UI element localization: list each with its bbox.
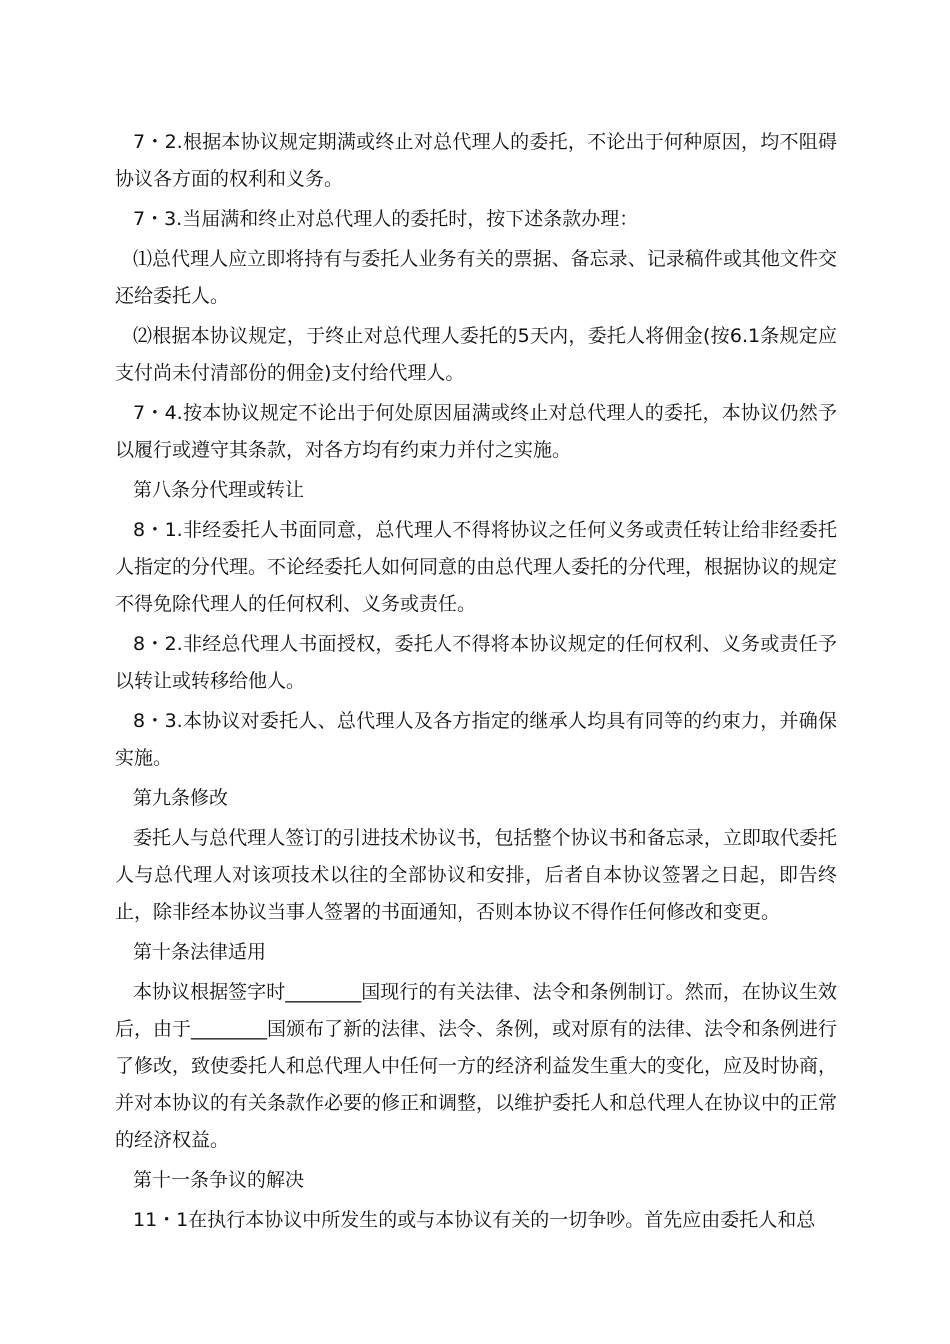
paragraph-7-4: 7・4.按本协议规定不论出于何处原因届满或终止对总代理人的委托，本协议仍然予以履行或遵守其条款，对各方均有约束力并付之实施。 xyxy=(115,402,837,461)
section-heading-article-8: 第八条分代理或转让 xyxy=(133,479,305,501)
section-heading-article-9: 第九条修改 xyxy=(133,787,229,809)
paragraph-8-1: 8・1.非经委托人书面同意，总代理人不得将协议之任何义务或责任转让给非经委托人指定的分代理。不论经委托人如何同意的由总代理人委托的分代理，根据协议的规定不得免除代理人的任何权利、义务或责任。 xyxy=(115,519,838,615)
paragraph-7-3-item-1: ⑴总代理人应立即将持有与委托人业务有关的票据、备忘录、记录稿件或其他文件交还给委托人。 xyxy=(115,248,837,307)
paragraph-7-2: 7・2.根据本协议规定期满或终止对总代理人的委托，不论出于何种原因，均不阻碍协议各方面的权利和义务。 xyxy=(115,131,837,190)
paragraph-8-3: 8・3.本协议对委托人、总代理人及各方指定的继承人均具有同等的约束力，并确保实施。 xyxy=(115,710,837,769)
paragraph-article-10-body: 本协议根据签字时________国现行的有关法律、法令和条例制订。然而，在协议生效后，由于________国颁布了新的法律、法令、条例，或对原有的法律、法令和条例进行了修改，致使委托人和总代理人中任何一方的经济利益发生重大的变化，应及时协商，并对本协议的有关条款作必要的修正和调整，以维护委托人和总代理人在协议中的正常的经济权益。 xyxy=(115,981,838,1151)
section-heading-article-10: 第十条法律适用 xyxy=(133,941,267,963)
paragraph-7-3-item-2: ⑵根据本协议规定，于终止对总代理人委托的5天内，委托人将佣金(按6.1条规定应支付尚未付清部份的佣金)支付给代理人。 xyxy=(115,325,837,384)
paragraph-article-9-body: 委托人与总代理人签订的引进技术协议书，包括整个协议书和备忘录，立即取代委托人与总代理人对该项技术以往的全部协议和安排，后者自本协议签署之日起，即告终止，除非经本协议当事人签署的书面通知，否则本协议不得作任何修改和变更。 xyxy=(115,827,837,923)
paragraph-11-1: 11・1在执行本协议中所发生的或与本协议有关的一切争吵。首先应由委托人和总 xyxy=(133,1209,816,1231)
document-page xyxy=(115,124,837,1242)
section-heading-article-11: 第十一条争议的解决 xyxy=(133,1169,305,1191)
paragraph-7-3: 7・3.当届满和终止对总代理人的委托时，按下述条款办理： xyxy=(133,208,639,230)
paragraph-8-2: 8・2.非经总代理人书面授权，委托人不得将本协议规定的任何权利、义务或责任予以转让或转移给他人。 xyxy=(115,633,837,692)
